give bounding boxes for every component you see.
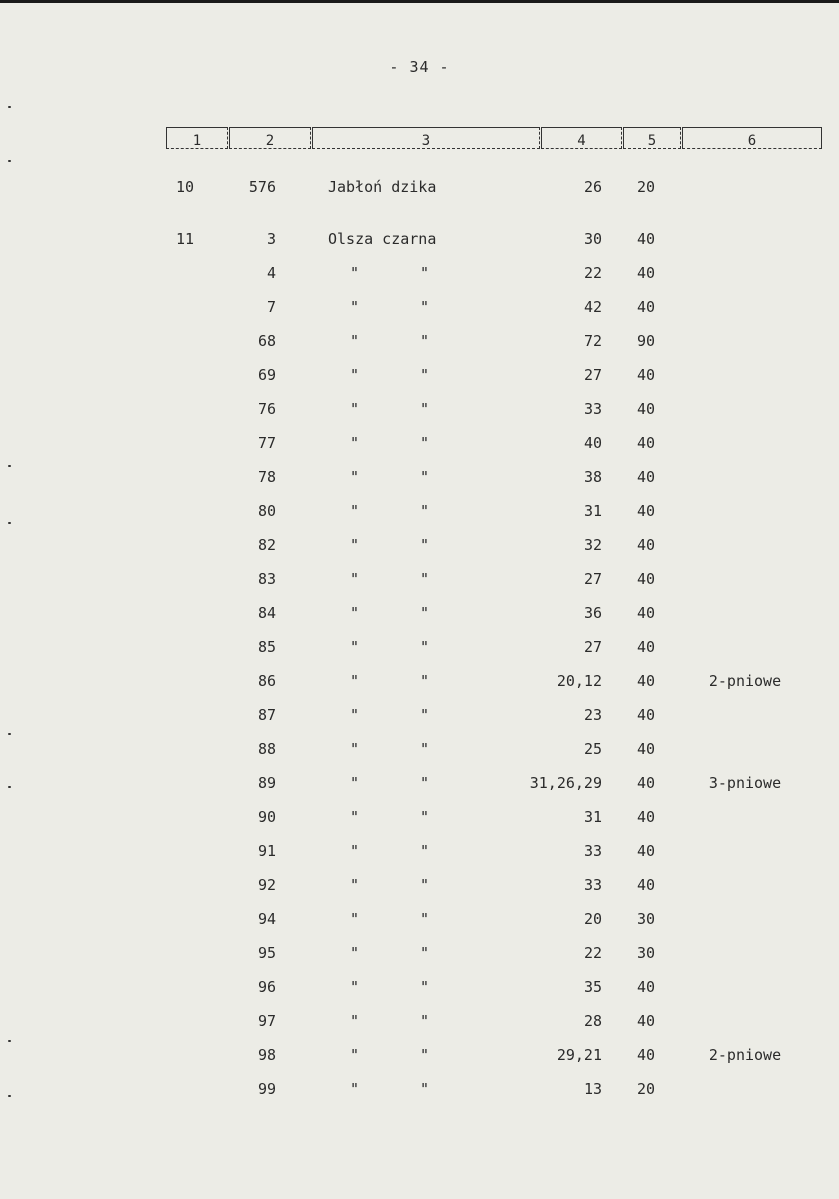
cell-c5: 40 bbox=[636, 842, 656, 860]
cell-c2: 78 bbox=[257, 468, 276, 486]
table-row bbox=[0, 808, 839, 842]
cell-c2: 76 bbox=[257, 400, 276, 418]
ditto-mark: " bbox=[350, 468, 360, 486]
header-col-6: 6 bbox=[682, 127, 822, 149]
cell-c6: 2-pniowe bbox=[708, 672, 782, 690]
cell-c2: 97 bbox=[257, 1012, 276, 1030]
cell-c2: 86 bbox=[257, 672, 276, 690]
table-row bbox=[0, 298, 839, 332]
scan-speck bbox=[8, 786, 11, 788]
ditto-mark: " bbox=[420, 1012, 430, 1030]
ditto-mark: " bbox=[350, 672, 360, 690]
cell-c4: 72 bbox=[583, 332, 602, 350]
cell-c4: 20 bbox=[583, 910, 602, 928]
table-row bbox=[0, 944, 839, 978]
ditto-mark: " bbox=[420, 366, 430, 384]
scan-speck bbox=[8, 1040, 11, 1042]
ditto-mark: " bbox=[350, 944, 360, 962]
cell-c5: 40 bbox=[636, 706, 656, 724]
cell-c5: 20 bbox=[636, 1080, 656, 1098]
cell-c2: 77 bbox=[257, 434, 276, 452]
ditto-mark: " bbox=[350, 1046, 360, 1064]
cell-c5: 40 bbox=[636, 570, 656, 588]
scan-speck bbox=[8, 733, 11, 735]
cell-c2: 92 bbox=[257, 876, 276, 894]
cell-c2: 83 bbox=[257, 570, 276, 588]
cell-c2: 84 bbox=[257, 604, 276, 622]
scan-speck bbox=[8, 465, 11, 467]
cell-c2: 82 bbox=[257, 536, 276, 554]
table-row bbox=[0, 842, 839, 876]
table-row bbox=[0, 264, 839, 298]
ditto-mark: " bbox=[420, 706, 430, 724]
cell-c2: 96 bbox=[257, 978, 276, 996]
table-header bbox=[0, 127, 839, 155]
ditto-mark: " bbox=[420, 400, 430, 418]
table-row bbox=[0, 1012, 839, 1046]
ditto-mark: " bbox=[350, 1080, 360, 1098]
scan-speck bbox=[8, 522, 11, 524]
table-row bbox=[0, 1080, 839, 1114]
cell-c4: 27 bbox=[583, 570, 602, 588]
ditto-mark: " bbox=[420, 1080, 430, 1098]
ditto-mark: " bbox=[350, 434, 360, 452]
cell-c5: 40 bbox=[636, 876, 656, 894]
cell-c4: 42 bbox=[583, 298, 602, 316]
cell-c5: 40 bbox=[636, 978, 656, 996]
cell-c5: 40 bbox=[636, 774, 656, 792]
ditto-mark: " bbox=[420, 740, 430, 758]
cell-c2: 99 bbox=[257, 1080, 276, 1098]
cell-c2: 576 bbox=[248, 178, 276, 196]
cell-c4: 27 bbox=[583, 366, 602, 384]
ditto-mark: " bbox=[420, 876, 430, 894]
cell-c5: 40 bbox=[636, 366, 656, 384]
cell-c5: 40 bbox=[636, 298, 656, 316]
cell-c4: 36 bbox=[583, 604, 602, 622]
ditto-mark: " bbox=[350, 332, 360, 350]
table-row bbox=[0, 876, 839, 910]
ditto-mark: " bbox=[420, 672, 430, 690]
header-col-5: 5 bbox=[623, 127, 681, 149]
cell-c1: 10 bbox=[175, 178, 195, 196]
ditto-mark: " bbox=[350, 570, 360, 588]
cell-c5: 40 bbox=[636, 604, 656, 622]
table-row bbox=[0, 672, 839, 706]
ditto-mark: " bbox=[420, 842, 430, 860]
table-row bbox=[0, 604, 839, 638]
ditto-mark: " bbox=[350, 740, 360, 758]
ditto-mark: " bbox=[350, 264, 360, 282]
table-row bbox=[0, 536, 839, 570]
cell-c5: 40 bbox=[636, 502, 656, 520]
cell-c5: 20 bbox=[636, 178, 656, 196]
cell-c2: 95 bbox=[257, 944, 276, 962]
scan-speck bbox=[8, 106, 11, 108]
table-row bbox=[0, 774, 839, 808]
ditto-mark: " bbox=[420, 468, 430, 486]
cell-c2: 68 bbox=[257, 332, 276, 350]
cell-c5: 40 bbox=[636, 740, 656, 758]
cell-c4: 32 bbox=[583, 536, 602, 554]
cell-c4: 33 bbox=[583, 842, 602, 860]
table-row bbox=[0, 570, 839, 604]
ditto-mark: " bbox=[420, 536, 430, 554]
cell-c4: 33 bbox=[583, 876, 602, 894]
cell-c3: Jabłoń dzika bbox=[328, 178, 437, 196]
table-row bbox=[0, 706, 839, 740]
ditto-mark: " bbox=[350, 604, 360, 622]
cell-c4: 31 bbox=[583, 502, 602, 520]
cell-c4: 28 bbox=[583, 1012, 602, 1030]
cell-c6: 3-pniowe bbox=[708, 774, 782, 792]
ditto-mark: " bbox=[350, 1012, 360, 1030]
table-row bbox=[0, 366, 839, 400]
table-row bbox=[0, 910, 839, 944]
cell-c4: 30 bbox=[583, 230, 602, 248]
header-col-4: 4 bbox=[541, 127, 622, 149]
table-row bbox=[0, 400, 839, 434]
cell-c2: 87 bbox=[257, 706, 276, 724]
ditto-mark: " bbox=[420, 774, 430, 792]
ditto-mark: " bbox=[350, 298, 360, 316]
cell-c5: 40 bbox=[636, 536, 656, 554]
ditto-mark: " bbox=[350, 978, 360, 996]
cell-c5: 40 bbox=[636, 638, 656, 656]
ditto-mark: " bbox=[420, 570, 430, 588]
cell-c5: 40 bbox=[636, 1012, 656, 1030]
ditto-mark: " bbox=[350, 366, 360, 384]
cell-c4: 22 bbox=[583, 944, 602, 962]
cell-c4: 29,21 bbox=[556, 1046, 602, 1064]
cell-c4: 26 bbox=[583, 178, 602, 196]
ditto-mark: " bbox=[420, 638, 430, 656]
ditto-mark: " bbox=[420, 944, 430, 962]
table-row bbox=[0, 230, 839, 264]
ditto-mark: " bbox=[350, 638, 360, 656]
cell-c4: 22 bbox=[583, 264, 602, 282]
table-row bbox=[0, 740, 839, 774]
header-col-1: 1 bbox=[166, 127, 228, 149]
cell-c5: 90 bbox=[636, 332, 656, 350]
cell-c5: 40 bbox=[636, 264, 656, 282]
ditto-mark: " bbox=[420, 978, 430, 996]
cell-c1: 11 bbox=[175, 230, 195, 248]
cell-c2: 94 bbox=[257, 910, 276, 928]
cell-c4: 13 bbox=[583, 1080, 602, 1098]
ditto-mark: " bbox=[350, 706, 360, 724]
cell-c5: 40 bbox=[636, 672, 656, 690]
table-row bbox=[0, 434, 839, 468]
cell-c2: 85 bbox=[257, 638, 276, 656]
page-top-edge bbox=[0, 0, 839, 3]
ditto-mark: " bbox=[420, 434, 430, 452]
cell-c2: 98 bbox=[257, 1046, 276, 1064]
cell-c2: 88 bbox=[257, 740, 276, 758]
cell-c4: 35 bbox=[583, 978, 602, 996]
cell-c2: 3 bbox=[266, 230, 276, 248]
ditto-mark: " bbox=[420, 502, 430, 520]
cell-c5: 40 bbox=[636, 230, 656, 248]
ditto-mark: " bbox=[420, 910, 430, 928]
header-col-2: 2 bbox=[229, 127, 311, 149]
ditto-mark: " bbox=[420, 808, 430, 826]
table-row bbox=[0, 1046, 839, 1080]
cell-c5: 40 bbox=[636, 468, 656, 486]
cell-c2: 80 bbox=[257, 502, 276, 520]
cell-c5: 40 bbox=[636, 400, 656, 418]
cell-c2: 91 bbox=[257, 842, 276, 860]
cell-c2: 69 bbox=[257, 366, 276, 384]
cell-c5: 30 bbox=[636, 944, 656, 962]
ditto-mark: " bbox=[350, 536, 360, 554]
cell-c4: 31 bbox=[583, 808, 602, 826]
cell-c4: 20,12 bbox=[556, 672, 602, 690]
table-row bbox=[0, 332, 839, 366]
ditto-mark: " bbox=[350, 808, 360, 826]
table-row bbox=[0, 468, 839, 502]
cell-c2: 4 bbox=[266, 264, 276, 282]
scan-speck bbox=[8, 160, 11, 162]
ditto-mark: " bbox=[350, 910, 360, 928]
cell-c4: 23 bbox=[583, 706, 602, 724]
table-row bbox=[0, 978, 839, 1012]
ditto-mark: " bbox=[350, 774, 360, 792]
ditto-mark: " bbox=[350, 842, 360, 860]
table-row bbox=[0, 178, 839, 212]
table-row bbox=[0, 502, 839, 536]
cell-c4: 38 bbox=[583, 468, 602, 486]
ditto-mark: " bbox=[420, 1046, 430, 1064]
cell-c4: 31,26,29 bbox=[529, 774, 602, 792]
cell-c5: 40 bbox=[636, 434, 656, 452]
ditto-mark: " bbox=[420, 264, 430, 282]
cell-c3: Olsza czarna bbox=[328, 230, 437, 248]
ditto-mark: " bbox=[350, 400, 360, 418]
cell-c5: 40 bbox=[636, 808, 656, 826]
cell-c5: 30 bbox=[636, 910, 656, 928]
ditto-mark: " bbox=[350, 876, 360, 894]
cell-c4: 40 bbox=[583, 434, 602, 452]
ditto-mark: " bbox=[420, 298, 430, 316]
cell-c4: 33 bbox=[583, 400, 602, 418]
cell-c5: 40 bbox=[636, 1046, 656, 1064]
cell-c2: 89 bbox=[257, 774, 276, 792]
cell-c6: 2-pniowe bbox=[708, 1046, 782, 1064]
cell-c4: 27 bbox=[583, 638, 602, 656]
scan-speck bbox=[8, 1095, 11, 1097]
cell-c4: 25 bbox=[583, 740, 602, 758]
ditto-mark: " bbox=[420, 332, 430, 350]
table-row bbox=[0, 638, 839, 672]
cell-c2: 7 bbox=[266, 298, 276, 316]
page-number: - 34 - bbox=[389, 58, 450, 76]
header-col-3: 3 bbox=[312, 127, 540, 149]
ditto-mark: " bbox=[420, 604, 430, 622]
cell-c2: 90 bbox=[257, 808, 276, 826]
ditto-mark: " bbox=[350, 502, 360, 520]
